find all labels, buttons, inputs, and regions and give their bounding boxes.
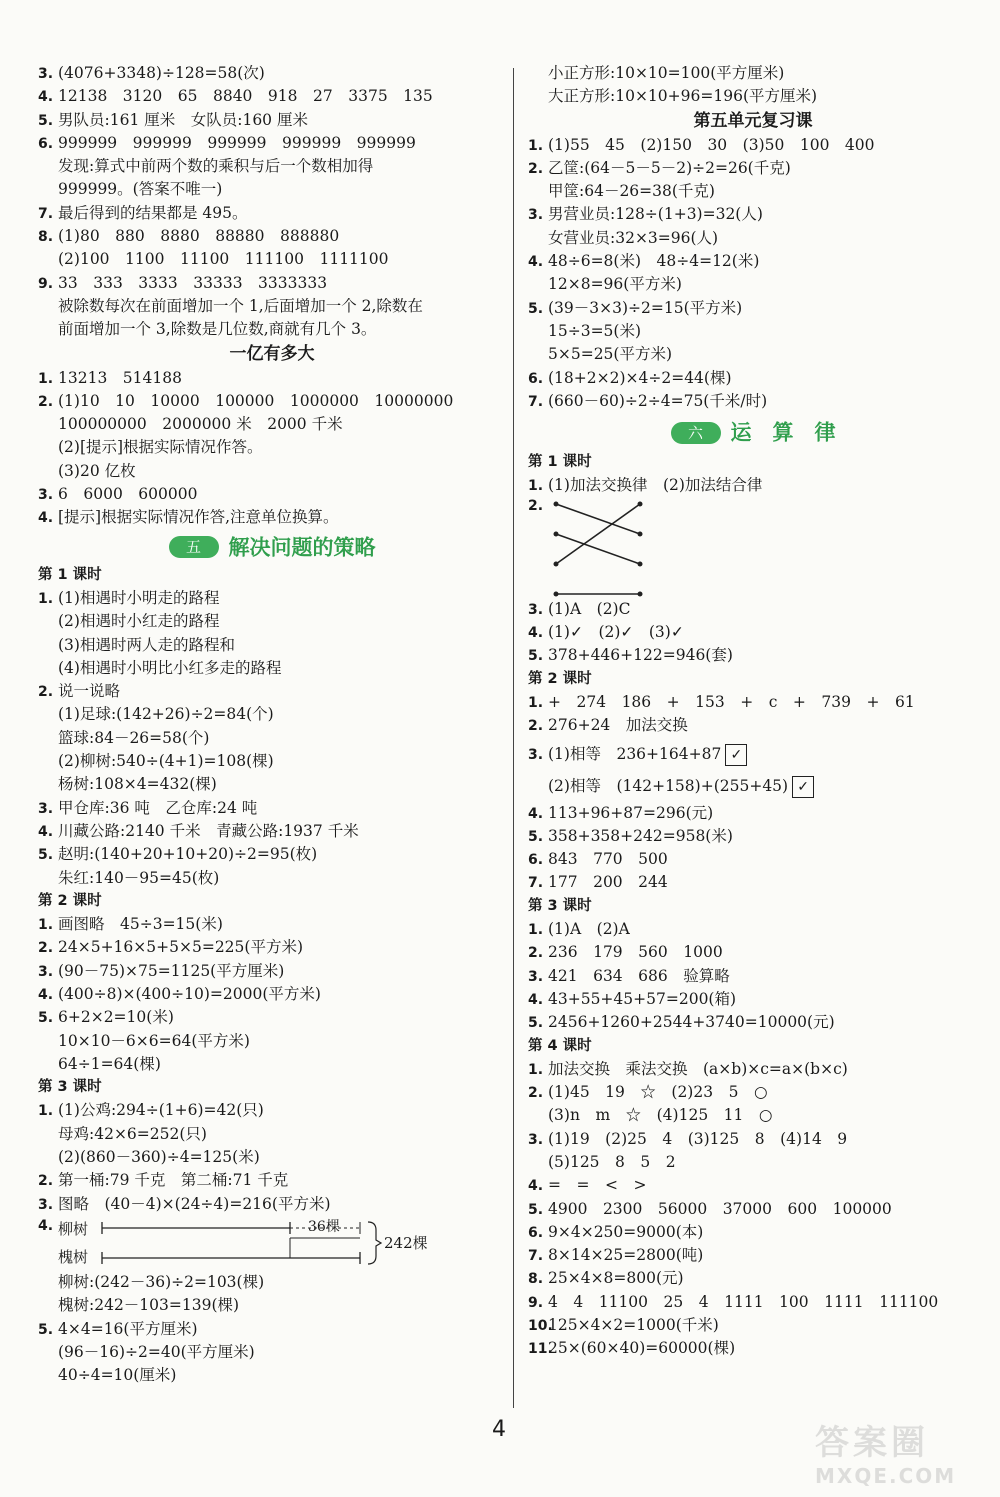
question-number: 4. <box>528 991 544 1008</box>
answer-text: 6 6000 600000 <box>58 485 198 504</box>
question-number: 7. <box>528 393 544 410</box>
question-number: 6. <box>528 370 544 387</box>
answer-line <box>528 367 978 390</box>
question-number: 8. <box>528 1271 544 1288</box>
answer-line <box>38 109 506 132</box>
answer-line <box>528 273 978 296</box>
answer-text: (1)✓ (2)✓ (3)✓ <box>548 623 684 642</box>
answer-line <box>528 988 978 1011</box>
answer-text: 最后得到的结果都是 495。 <box>58 203 248 222</box>
answer-text: (3)20 亿枚 <box>58 461 136 480</box>
question-number: 1. <box>528 137 544 154</box>
question-number: 4. <box>38 89 54 106</box>
chapter-5-heading <box>38 532 506 562</box>
answer-text: 12×8=96(平方米) <box>548 275 682 294</box>
answer-line <box>38 1341 506 1364</box>
answer-text: 177 200 244 <box>548 873 668 892</box>
answer-text: 母鸡:42×6=252(只) <box>58 1124 207 1143</box>
answer-line <box>38 960 506 983</box>
answer-line <box>528 180 978 203</box>
answer-line <box>38 820 506 843</box>
answer-line <box>38 750 506 773</box>
answers-block <box>528 918 978 1034</box>
answer-line <box>528 1174 978 1197</box>
chapter-6-heading <box>528 417 978 447</box>
answer-text: + 274 186 + 153 + c + 739 + 61 <box>548 692 915 711</box>
question-number: 6. <box>528 852 544 869</box>
answer-line <box>528 738 978 770</box>
answer-line <box>38 843 506 866</box>
answer-text: 柳树:(242－36)÷2=103(棵) <box>58 1272 265 1291</box>
answer-text: (1)80 880 8880 88880 888880 <box>58 227 340 246</box>
answer-line <box>38 248 506 271</box>
question-number: 8. <box>38 229 54 246</box>
answer-text: 男队员:161 厘米 女队员:160 厘米 <box>58 110 308 129</box>
answer-text: 第一桶:79 千克 第二桶:71 千克 <box>58 1171 289 1190</box>
answer-text: 2456+1260+2544+3740=10000(元) <box>548 1013 835 1032</box>
question-number: 2. <box>528 497 544 514</box>
question-number: 3. <box>38 1196 54 1213</box>
answer-line <box>38 390 506 413</box>
answer-line <box>528 1081 978 1104</box>
matching-diagram <box>528 498 978 598</box>
answer-line <box>528 714 978 737</box>
answer-line <box>528 297 978 320</box>
answer-line <box>38 132 506 155</box>
answer-line <box>528 474 978 497</box>
answer-text: 40÷4=10(厘米) <box>58 1366 177 1385</box>
answer-line <box>528 390 978 413</box>
question-number: 1. <box>528 922 544 939</box>
lesson-title: 第 2 课时 <box>38 892 102 909</box>
right-column <box>528 62 978 1361</box>
answer-text: 33 333 3333 33333 3333333 <box>58 273 328 292</box>
answer-text: (2)[提示]根据实际情况作答。 <box>58 438 263 457</box>
question-number: 2. <box>38 940 54 957</box>
lesson-title: 第 4 课时 <box>528 1037 592 1054</box>
lesson-title: 第 3 课时 <box>38 1079 102 1096</box>
question-number: 3. <box>38 66 54 82</box>
answer-line <box>528 871 978 894</box>
question-number: 1. <box>528 1061 544 1078</box>
answer-text: (1)A (2)A <box>548 920 630 939</box>
matching-lines-svg <box>548 498 688 598</box>
answer-text: (3)n m ☆ (4)125 11 ○ <box>548 1106 773 1125</box>
answer-text: (1)A (2)C <box>548 599 631 618</box>
answer-text: [提示]根据实际情况作答,注意单位换算。 <box>58 508 339 527</box>
answer-text: 64÷1=64(棵) <box>58 1054 161 1073</box>
answer-text: 画图略 45÷3=15(米) <box>58 915 223 934</box>
answer-text: (1)19 (2)25 4 (3)125 8 (4)14 9 <box>548 1129 848 1148</box>
answer-text: 843 770 500 <box>548 850 668 869</box>
answer-text: 朱红:140－95=45(枚) <box>58 868 220 887</box>
answers-block <box>38 587 506 890</box>
question-number: 1. <box>38 1103 54 1120</box>
question-number: 4. <box>38 1217 54 1234</box>
answer-line <box>38 85 506 108</box>
answer-text: (18+2×2)×4÷2=44(棵) <box>548 368 732 387</box>
question-number: 10. <box>528 1318 553 1335</box>
answer-text: 发现:算式中前两个数的乘积与后一个数相加得 <box>58 157 374 176</box>
answer-text: 13213 514188 <box>58 368 182 387</box>
answer-line <box>528 157 978 180</box>
section-title-yiyi: 一亿有多大 <box>229 343 315 364</box>
watermark-logo <box>815 1415 985 1495</box>
answers-block <box>38 913 506 1076</box>
answer-line <box>38 1006 506 1029</box>
answer-text: (1)45 19 ☆ (2)23 5 ○ <box>548 1083 768 1102</box>
question-number: 3. <box>38 800 54 817</box>
question-number: 2. <box>38 393 54 410</box>
question-number: 5. <box>38 112 54 129</box>
answer-line <box>528 1011 978 1034</box>
question-number: 1. <box>528 694 544 711</box>
answer-line <box>528 343 978 366</box>
answer-text: (400÷8)×(400÷10)=2000(平方米) <box>58 984 321 1003</box>
answer-line <box>528 320 978 343</box>
answer-line <box>528 691 978 714</box>
answer-text: 25×4×8=800(元) <box>548 1269 684 1288</box>
answer-text: 乙筐:(64－5－5－2)÷2=26(千克) <box>548 158 791 177</box>
answer-text: 48÷6=8(米) 48÷4=12(米) <box>548 252 760 271</box>
answer-line <box>38 202 506 225</box>
watermark-line2: MXQE.COM <box>815 1464 957 1488</box>
answers-block <box>38 367 506 530</box>
answer-line <box>38 703 506 726</box>
lesson-title: 第 1 课时 <box>528 454 592 471</box>
watermark-line1: 答案圈 <box>815 1423 929 1463</box>
answer-text: 4×4=16(平方厘米) <box>58 1319 198 1338</box>
answer-line <box>528 1314 978 1337</box>
answer-text: 说一说略 <box>58 682 121 701</box>
answer-line <box>38 155 506 178</box>
question-number: 11. <box>528 1341 553 1358</box>
answer-line <box>528 941 978 964</box>
answer-text: 43+55+45+57=200(箱) <box>548 989 737 1008</box>
lesson-title: 第 1 课时 <box>38 566 102 583</box>
answer-text: 378+446+122=946(套) <box>548 646 733 665</box>
answer-text: 篮球:84－26=58(个) <box>58 728 210 747</box>
question-number: 4. <box>528 254 544 271</box>
question-number: 5. <box>38 847 54 864</box>
question-number: 4. <box>38 510 54 527</box>
question-number: 4. <box>38 823 54 840</box>
checkbox-checked: ✓ <box>792 776 814 798</box>
answer-line <box>38 178 506 201</box>
answer-line <box>528 1151 978 1174</box>
answer-text: (1)公鸡:294÷(1+6)=42(只) <box>58 1101 264 1120</box>
answer-text: (2)相等 (142+158)+(255+45) <box>548 776 789 795</box>
answer-text: (1)10 10 10000 100000 1000000 10000000 <box>58 391 454 410</box>
question-number: 9. <box>528 1294 544 1311</box>
answer-text: (96－16)÷2=40(平方厘米) <box>58 1342 255 1361</box>
answer-text: 甲仓库:36 吨 乙仓库:24 吨 <box>58 798 258 817</box>
answer-text: (2)柳树:540÷(4+1)=108(棵) <box>58 752 274 771</box>
answer-text: 被除数每次在前面增加一个 1,后面增加一个 2,除数在 <box>58 296 423 315</box>
answer-text: 男营业员:128÷(1+3)=32(人) <box>548 205 763 224</box>
answers-block <box>528 691 978 738</box>
answer-line <box>38 797 506 820</box>
question-number: 6. <box>38 135 54 152</box>
question-number: 6. <box>528 1224 544 1241</box>
answer-text: (2)(860－360)÷4=125(米) <box>58 1148 260 1167</box>
answer-text: 赵明:(140+20+10+20)÷2=95(枚) <box>58 845 318 864</box>
answer-line <box>528 770 978 802</box>
answer-line <box>38 272 506 295</box>
answer-line <box>38 460 506 483</box>
answer-line <box>528 1128 978 1151</box>
tree-diagram <box>38 1216 506 1271</box>
chapter-title: 解决问题的策略 <box>228 535 376 560</box>
answer-line <box>38 1169 506 1192</box>
answer-line <box>528 802 978 825</box>
question-number: 1. <box>38 917 54 934</box>
answer-line <box>528 621 978 644</box>
answer-line <box>38 587 506 610</box>
question-number: 2. <box>38 1173 54 1190</box>
chapter-badge: 六 <box>671 422 721 444</box>
question-number: 3. <box>38 487 54 504</box>
answer-line <box>38 983 506 1006</box>
answer-line <box>528 1221 978 1244</box>
answer-line <box>38 318 506 341</box>
answer-text: 113+96+87=296(元) <box>548 803 714 822</box>
answer-text: 甲筐:64－26=38(千克) <box>548 182 715 201</box>
answer-line <box>38 867 506 890</box>
answer-line <box>528 227 978 250</box>
question-number: 5. <box>528 1015 544 1032</box>
answer-line <box>38 634 506 657</box>
answer-text: 358+358+242=958(米) <box>548 826 733 845</box>
answer-line <box>38 1146 506 1169</box>
question-number: 4. <box>528 1178 544 1195</box>
answer-text: 加法交换 乘法交换 (a×b)×c=a×(b×c) <box>548 1059 848 1078</box>
answer-text: 女营业员:32×3=96(人) <box>548 228 719 247</box>
answer-text: 276+24 加法交换 <box>548 716 688 735</box>
question-number: 5. <box>528 1201 544 1218</box>
answers-block <box>38 1099 506 1215</box>
question-number: 4. <box>528 625 544 642</box>
section-title-review: 第五单元复习课 <box>693 110 813 131</box>
answer-line <box>38 1318 506 1341</box>
answer-line <box>38 1271 506 1294</box>
answer-line <box>528 965 978 988</box>
answer-line <box>528 1267 978 1290</box>
question-number: 4. <box>528 805 544 822</box>
answer-text: 999999。(答案不唯一) <box>58 180 223 199</box>
answer-text: 4 4 11100 25 4 1111 100 1111 111100 <box>548 1292 939 1311</box>
answer-text: (3)相遇时两人走的路程和 <box>58 635 235 654</box>
answer-text: 8×14×25=2800(吨) <box>548 1246 704 1265</box>
column-divider <box>513 68 514 1408</box>
answer-text: 10×10－6×6=64(平方米) <box>58 1031 250 1050</box>
question-number: 9. <box>38 275 54 292</box>
answers-block <box>528 1058 978 1361</box>
answer-text: = = < > <box>548 1176 647 1195</box>
answer-text: (39－3×3)÷2=15(平方米) <box>548 298 743 317</box>
answer-text: (5)125 8 5 2 <box>548 1152 676 1171</box>
question-number: 2. <box>528 160 544 177</box>
answer-line <box>528 250 978 273</box>
question-number: 7. <box>528 1248 544 1265</box>
answer-line <box>38 1193 506 1216</box>
answer-line <box>38 1099 506 1122</box>
answer-line <box>528 134 978 157</box>
answer-text: 125×4×2=1000(千米) <box>548 1316 719 1335</box>
answer-line <box>528 825 978 848</box>
page-number: 4 <box>492 1417 506 1442</box>
answer-line <box>38 657 506 680</box>
answer-line <box>528 1244 978 1267</box>
question-number: 5. <box>528 828 544 845</box>
total-label: 242棵 <box>384 1233 428 1252</box>
answer-line <box>528 1058 978 1081</box>
question-number: 5. <box>38 1321 54 1338</box>
answer-line <box>528 1337 978 1360</box>
checkbox-checked: ✓ <box>725 744 747 766</box>
answer-line <box>38 936 506 959</box>
answer-line <box>528 1198 978 1221</box>
answer-line <box>528 918 978 941</box>
lesson-title: 第 2 课时 <box>528 670 592 687</box>
answer-line <box>38 680 506 703</box>
answers-block <box>528 134 978 414</box>
answer-line <box>38 727 506 750</box>
lesson-title: 第 3 课时 <box>528 897 592 914</box>
answer-line <box>38 773 506 796</box>
answer-text: 杨树:108×4=432(棵) <box>58 775 217 794</box>
answer-line <box>528 644 978 667</box>
question-number: 1. <box>38 590 54 607</box>
question-number: 4. <box>38 986 54 1003</box>
answer-text: 999999 999999 999999 999999 999999 <box>58 133 416 152</box>
answer-text: 9×4×250=9000(本) <box>548 1222 704 1241</box>
answer-text: (1)加法交换律 (2)加法结合律 <box>548 476 763 495</box>
answer-text: (1)相遇时小明走的路程 <box>58 588 220 607</box>
answer-line <box>38 413 506 436</box>
answer-text: (1)相等 236+164+87 <box>548 744 722 763</box>
chapter-title: 运 算 律 <box>730 420 836 445</box>
answer-text: (1)足球:(142+26)÷2=84(个) <box>58 705 274 724</box>
left-column <box>38 62 506 1387</box>
answers-block <box>528 802 978 895</box>
question-number: 3. <box>528 968 544 985</box>
answer-text: (2)相遇时小红走的路程 <box>58 612 220 631</box>
question-number: 3. <box>528 1131 544 1148</box>
answer-text: (90－75)×75=1125(平方厘米) <box>58 961 285 980</box>
answer-text: 6+2×2=10(米) <box>58 1008 174 1027</box>
answer-line <box>38 483 506 506</box>
answers-block <box>38 62 506 342</box>
question-number: 2. <box>528 945 544 962</box>
answer-line <box>38 225 506 248</box>
answer-text: (660－60)÷2÷4=75(千米/时) <box>548 391 768 410</box>
answer-line <box>38 1294 506 1317</box>
answer-text: 15÷3=5(米) <box>548 321 642 340</box>
answer-text: 24×5+16×5+5×5=225(平方米) <box>58 938 303 957</box>
willow-label: 柳树 <box>58 1219 89 1238</box>
answer-line <box>38 436 506 459</box>
answer-text: (1)55 45 (2)150 30 (3)50 100 400 <box>548 135 875 154</box>
answer-line <box>38 506 506 529</box>
question-number: 7. <box>528 875 544 892</box>
answer-text: 槐树:242－103=139(棵) <box>58 1296 240 1315</box>
question-number: 3. <box>528 746 544 763</box>
question-number: 5. <box>528 300 544 317</box>
answer-text: 12138 3120 65 8840 918 27 3375 135 <box>58 87 433 106</box>
answer-line <box>38 295 506 318</box>
answer-text: 前面增加一个 3,除数是几位数,商就有几个 3。 <box>58 320 377 339</box>
answer-line <box>528 1104 978 1127</box>
answer-line <box>38 1364 506 1387</box>
answer-text: 5×5=25(平方米) <box>548 345 673 364</box>
answer-line <box>528 848 978 871</box>
answer-text: 100000000 2000000 米 2000 千米 <box>58 415 343 434</box>
question-number: 3. <box>528 207 544 224</box>
question-number: 3. <box>528 601 544 618</box>
answers-block <box>38 1271 506 1387</box>
answer-text: 小正方形:10×10=100(平方厘米) <box>548 64 785 82</box>
question-number: 1. <box>38 370 54 387</box>
question-number: 2. <box>528 1085 544 1102</box>
answer-text: (4)相遇时小明比小红多走的路程 <box>58 658 282 677</box>
answer-line <box>528 85 978 108</box>
question-number: 7. <box>38 205 54 222</box>
answer-text: 图略 (40－4)×(24÷4)=216(平方米) <box>58 1194 331 1213</box>
answer-text: 4900 2300 56000 37000 600 100000 <box>548 1199 892 1218</box>
answer-line <box>528 203 978 226</box>
answer-text: (2)100 1100 11100 111100 1111100 <box>58 250 389 269</box>
answer-text: 421 634 686 验算略 <box>548 966 730 985</box>
answer-line <box>38 1123 506 1146</box>
answer-text: 大正方形:10×10+96=196(平方厘米) <box>548 87 818 106</box>
answer-line <box>38 1030 506 1053</box>
answer-text: (4076+3348)÷128=58(次) <box>58 64 265 82</box>
locust-label: 槐树 <box>58 1247 89 1266</box>
answer-line <box>38 367 506 390</box>
answers-block <box>528 598 978 668</box>
question-number: 5. <box>38 1010 54 1027</box>
segment-diagram-svg <box>38 1216 383 1271</box>
question-number: 2. <box>38 684 54 701</box>
chapter-badge: 五 <box>169 536 219 558</box>
answer-line <box>38 610 506 633</box>
answer-text: 川藏公路:2140 千米 青藏公路:1937 千米 <box>58 821 359 840</box>
answer-line <box>38 913 506 936</box>
answer-line <box>528 62 978 85</box>
answers-block <box>528 62 978 109</box>
question-number: 1. <box>528 478 544 495</box>
answer-line <box>528 598 978 621</box>
answer-line <box>528 1291 978 1314</box>
answer-line <box>38 62 506 85</box>
answer-line <box>38 1053 506 1076</box>
question-number: 3. <box>38 963 54 980</box>
answer-text: 25×(60×40)=60000(棵) <box>548 1339 736 1358</box>
answer-text: 236 179 560 1000 <box>548 943 723 962</box>
difference-label: 36棵 <box>308 1218 340 1235</box>
question-number: 5. <box>528 648 544 665</box>
question-number: 2. <box>528 718 544 735</box>
